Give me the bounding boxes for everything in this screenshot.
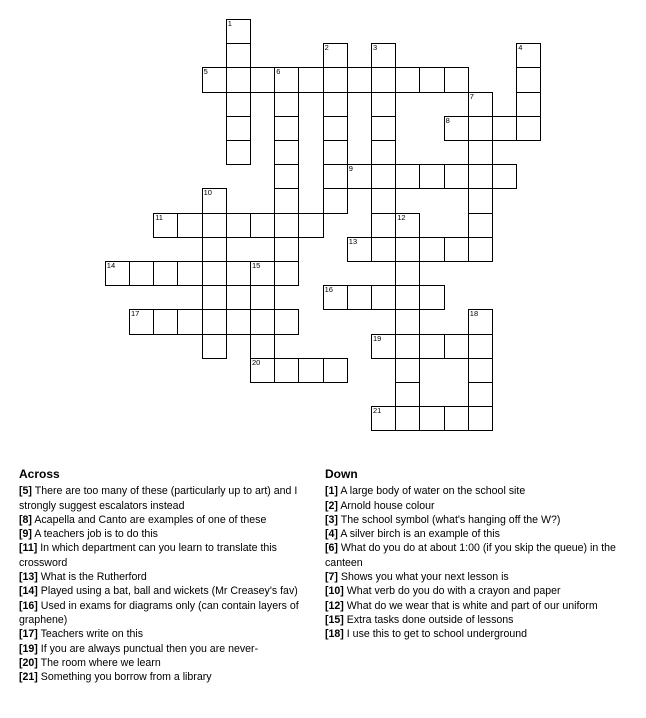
grid-cell[interactable] <box>323 188 348 213</box>
clue-text: What is the Rutherford <box>40 571 147 584</box>
grid-cell[interactable] <box>468 92 493 117</box>
grid-cell[interactable] <box>419 406 444 431</box>
grid-cell[interactable] <box>250 285 275 310</box>
clue-label: [2] <box>325 499 338 512</box>
grid-cell[interactable] <box>395 406 420 431</box>
grid-cell[interactable] <box>468 382 493 407</box>
clue-text: Extra tasks done outside of lessons <box>346 613 514 626</box>
grid-cell[interactable] <box>323 116 348 141</box>
grid-cell[interactable] <box>516 116 541 141</box>
grid-cell[interactable] <box>468 164 493 189</box>
clue-text: Shows you what your next lesson is <box>340 571 509 584</box>
clue-number: 15 <box>252 261 261 270</box>
grid-cell[interactable] <box>395 67 420 92</box>
clue-label: [16] <box>19 599 38 612</box>
across-clue <box>19 570 319 584</box>
clue-text: There are too many of these (particularly up to art) and I strongly suggest escalators instead <box>19 485 298 512</box>
grid-cell[interactable] <box>395 164 420 189</box>
grid-cell[interactable] <box>177 309 202 334</box>
clue-label: [20] <box>19 656 38 669</box>
grid-cell[interactable] <box>468 309 493 334</box>
grid-cell[interactable] <box>444 334 469 359</box>
clue-label: [17] <box>19 628 38 641</box>
grid-cell[interactable] <box>371 43 396 68</box>
grid-cell[interactable] <box>226 140 251 165</box>
clue-text: What do we wear that is white and part of our uniform <box>346 599 598 612</box>
clue-text: A teachers job is to do this <box>34 528 158 541</box>
grid-cell[interactable] <box>129 309 154 334</box>
grid-cell[interactable] <box>274 164 299 189</box>
grid-cell[interactable] <box>371 67 396 92</box>
grid-cell[interactable] <box>444 237 469 262</box>
grid-cell[interactable] <box>105 261 130 286</box>
clue-number: 20 <box>252 357 261 367</box>
grid-cell[interactable] <box>226 116 251 141</box>
grid-cell[interactable] <box>395 213 420 238</box>
grid-cell[interactable] <box>250 358 275 383</box>
clue-number: 1 <box>227 19 232 28</box>
down-clue <box>325 613 625 627</box>
grid-cell[interactable] <box>153 261 178 286</box>
grid-cell[interactable] <box>202 237 227 262</box>
clue-label: [9] <box>19 528 32 541</box>
grid-cell[interactable] <box>274 237 299 262</box>
across-clue <box>19 513 319 527</box>
down-clue <box>325 484 625 498</box>
grid-cell[interactable] <box>444 406 469 431</box>
clue-number: 19 <box>373 333 382 343</box>
clue-text: Used in exams for diagrams only (can contain layers of graphene) <box>19 599 299 626</box>
grid-cell[interactable] <box>202 213 227 238</box>
grid-cell[interactable] <box>202 309 227 334</box>
down-clue <box>325 513 625 527</box>
clue-label: [8] <box>19 513 32 526</box>
clue-text: In which department can you learn to translate this crossword <box>19 542 277 569</box>
clue-text: The school symbol (what's hanging off the W?) <box>340 513 561 526</box>
across-clue <box>19 642 319 656</box>
grid-cell[interactable] <box>371 237 396 262</box>
clue-label: [19] <box>19 642 38 655</box>
clue-number: 17 <box>131 309 140 319</box>
grid-cell[interactable] <box>323 140 348 165</box>
clue-text: Teachers write on this <box>40 628 144 641</box>
clue-label: [10] <box>325 585 344 598</box>
grid-cell[interactable] <box>395 334 420 359</box>
grid-cell[interactable] <box>202 334 227 359</box>
clue-label: [18] <box>325 628 344 641</box>
grid-cell[interactable] <box>419 334 444 359</box>
down-clue <box>325 499 625 513</box>
down-clue <box>325 627 625 641</box>
grid-cell[interactable] <box>347 164 372 189</box>
across-clue <box>19 627 319 641</box>
clue-number: 9 <box>348 164 353 174</box>
across-clue <box>19 527 319 541</box>
grid-cell[interactable] <box>274 67 299 92</box>
grid-cell[interactable] <box>250 334 275 359</box>
grid-cell[interactable] <box>371 188 396 213</box>
clue-text: What verb do you do with a crayon and paper <box>346 585 561 598</box>
down-clue <box>325 570 625 584</box>
grid-cell[interactable] <box>274 92 299 117</box>
clue-label: [15] <box>325 613 344 626</box>
grid-cell[interactable] <box>516 92 541 117</box>
grid-cell[interactable] <box>323 164 348 189</box>
grid-cell[interactable] <box>250 213 275 238</box>
clue-number: 4 <box>518 43 523 53</box>
clue-text: If you are always punctual then you are never- <box>40 642 259 655</box>
clue-text: I use this to get to school underground <box>346 628 528 641</box>
grid-cell[interactable] <box>274 261 299 286</box>
grid-cell[interactable] <box>468 358 493 383</box>
grid-cell[interactable] <box>371 285 396 310</box>
grid-cell[interactable] <box>347 285 372 310</box>
clue-text: Arnold house colour <box>340 499 435 512</box>
grid-cell[interactable] <box>347 67 372 92</box>
grid-cell[interactable] <box>153 213 178 238</box>
grid-cell[interactable] <box>202 261 227 286</box>
grid-cell[interactable] <box>226 43 251 68</box>
grid-cell[interactable] <box>323 43 348 68</box>
clue-text: Acapella and Canto are examples of one of these <box>34 513 267 526</box>
grid-cell[interactable] <box>226 67 251 92</box>
grid-cell[interactable] <box>274 213 299 238</box>
across-heading: Across <box>19 467 60 481</box>
grid-cell[interactable] <box>395 261 420 286</box>
clue-text: Something you borrow from a library <box>40 671 212 684</box>
clue-label: [6] <box>325 542 338 555</box>
across-clue <box>19 584 319 598</box>
grid-cell[interactable] <box>468 406 493 431</box>
grid-cell[interactable] <box>323 92 348 117</box>
grid-cell[interactable] <box>371 116 396 141</box>
clue-text: The room where we learn <box>40 656 161 669</box>
clue-number: 8 <box>445 115 450 125</box>
grid-cell[interactable] <box>371 334 396 359</box>
grid-cell[interactable] <box>250 261 275 286</box>
clue-text: Played using a bat, ball and wickets (Mr Creasey's fav) <box>40 585 298 598</box>
clue-number: 6 <box>276 67 281 77</box>
clue-number: 7 <box>469 91 474 101</box>
grid-cell[interactable] <box>419 67 444 92</box>
grid-cell[interactable] <box>516 43 541 68</box>
grid-cell[interactable] <box>468 188 493 213</box>
clue-number: 13 <box>348 236 358 246</box>
clue-number: 16 <box>324 285 333 295</box>
grid-cell[interactable] <box>492 116 517 141</box>
grid-cell[interactable] <box>395 285 420 310</box>
across-clue <box>19 656 319 670</box>
across-clue <box>19 599 319 628</box>
across-clue <box>19 670 319 684</box>
grid-cell[interactable] <box>298 67 323 92</box>
clue-number: 14 <box>106 261 116 270</box>
grid-cell[interactable] <box>347 237 372 262</box>
grid-cell[interactable] <box>274 309 299 334</box>
clue-label: [13] <box>19 571 38 584</box>
clue-text: A large body of water on the school site <box>340 485 526 498</box>
clue-number: 21 <box>373 406 382 416</box>
grid-cell[interactable] <box>444 164 469 189</box>
across-clue <box>19 541 319 570</box>
across-clues <box>19 467 319 684</box>
grid-cell[interactable] <box>444 116 469 141</box>
grid-cell[interactable] <box>395 309 420 334</box>
grid-cell[interactable] <box>226 92 251 117</box>
down-clue-list <box>325 484 625 641</box>
clue-number: 18 <box>469 309 479 319</box>
grid-cell[interactable] <box>323 358 348 383</box>
across-clue-list <box>19 484 319 684</box>
grid-cell[interactable] <box>492 164 517 189</box>
grid-cell[interactable] <box>250 67 275 92</box>
grid-cell[interactable] <box>274 116 299 141</box>
grid-cell[interactable] <box>468 213 493 238</box>
clue-number: 3 <box>373 43 378 53</box>
clue-number: 12 <box>397 212 406 222</box>
clue-text: What do you do at about 1:00 (if you skip the queue) in the canteen <box>325 542 616 569</box>
grid-cell[interactable] <box>468 140 493 165</box>
grid-cell[interactable] <box>274 188 299 213</box>
grid-cell[interactable] <box>395 382 420 407</box>
clue-number: 2 <box>324 43 329 53</box>
clue-text: A silver birch is an example of this <box>340 528 500 541</box>
clue-number: 5 <box>203 67 208 77</box>
grid-cell[interactable] <box>177 261 202 286</box>
grid-cell[interactable] <box>226 213 251 238</box>
grid-cell[interactable] <box>371 213 396 238</box>
grid-cell[interactable] <box>371 164 396 189</box>
grid-cell[interactable] <box>419 237 444 262</box>
clue-label: [14] <box>19 585 38 598</box>
grid-cell[interactable] <box>371 140 396 165</box>
grid-cell[interactable] <box>129 261 154 286</box>
down-heading: Down <box>325 467 358 481</box>
clue-label: [12] <box>325 599 344 612</box>
down-clue <box>325 527 625 541</box>
grid-cell[interactable] <box>323 285 348 310</box>
grid-cell[interactable] <box>226 309 251 334</box>
grid-cell[interactable] <box>468 116 493 141</box>
grid-cell[interactable] <box>298 213 323 238</box>
clue-number: 10 <box>203 188 212 198</box>
grid-cell[interactable] <box>298 358 323 383</box>
grid-cell[interactable] <box>444 67 469 92</box>
clue-label: [3] <box>325 513 338 526</box>
grid-cell[interactable] <box>177 213 202 238</box>
grid-cell[interactable] <box>371 92 396 117</box>
down-clues <box>325 467 625 642</box>
grid-cell[interactable] <box>226 19 251 44</box>
grid-cell[interactable] <box>153 309 178 334</box>
across-clue <box>19 484 319 513</box>
clue-label: [11] <box>19 542 38 555</box>
grid-cell[interactable] <box>202 285 227 310</box>
grid-cell[interactable] <box>395 358 420 383</box>
grid-cell[interactable] <box>323 67 348 92</box>
grid-cell[interactable] <box>226 261 251 286</box>
down-clue <box>325 599 625 613</box>
down-clue <box>325 541 625 570</box>
clue-label: [1] <box>325 485 338 498</box>
clue-label: [7] <box>325 571 338 584</box>
grid-cell[interactable] <box>419 285 444 310</box>
grid-cell[interactable] <box>468 334 493 359</box>
clue-label: [4] <box>325 528 338 541</box>
clue-number: 11 <box>155 212 163 222</box>
grid-cell[interactable] <box>250 309 275 334</box>
grid-cell[interactable] <box>274 140 299 165</box>
clue-label: [21] <box>19 671 38 684</box>
clue-label: [5] <box>19 485 32 498</box>
grid-cell[interactable] <box>202 188 227 213</box>
grid-cell[interactable] <box>202 67 227 92</box>
grid-cell[interactable] <box>395 237 420 262</box>
down-clue <box>325 584 625 598</box>
grid-cell[interactable] <box>274 358 299 383</box>
grid-cell[interactable] <box>371 406 396 431</box>
grid-cell[interactable] <box>419 164 444 189</box>
grid-cell[interactable] <box>516 67 541 92</box>
grid-cell[interactable] <box>468 237 493 262</box>
